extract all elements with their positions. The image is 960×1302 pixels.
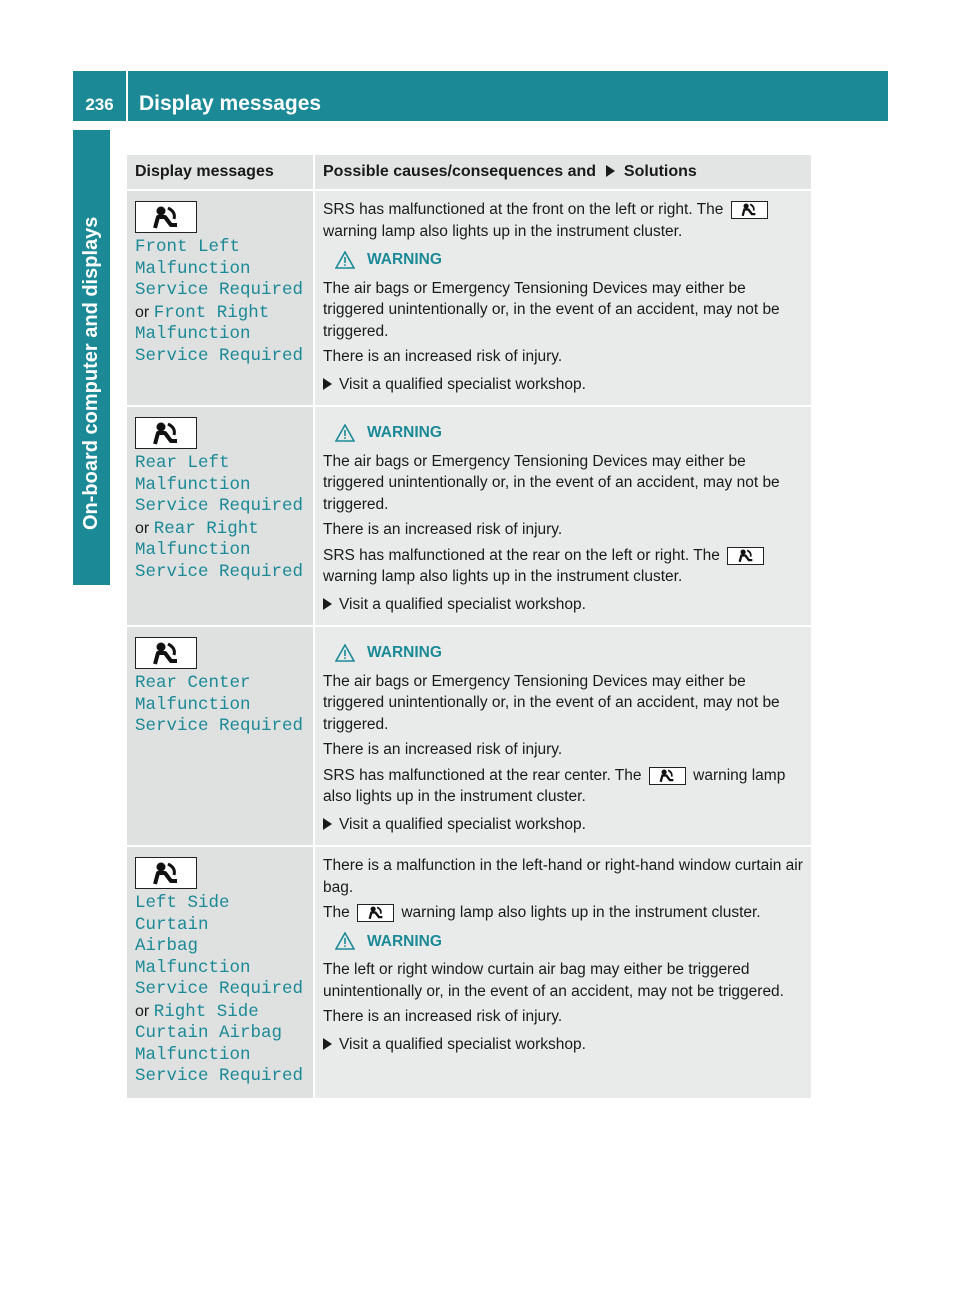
message-line: Malfunction [135, 324, 251, 344]
message-text [135, 237, 305, 302]
warning-triangle-icon [335, 932, 355, 950]
message-text [135, 893, 305, 1001]
srs-text [323, 545, 803, 588]
message-line: Service Required [135, 1066, 304, 1086]
lamp-text-post: warning lamp also lights up in the instrument cluster. [401, 904, 761, 921]
airbag-warning-icon [135, 857, 197, 889]
column-header-causes-text: Possible causes/consequences and [323, 163, 597, 180]
warning-heading [335, 422, 803, 444]
srs-text-pre: SRS has malfunctioned at the rear center. The [323, 766, 642, 784]
risk-text: There is an increased risk of injury. [323, 521, 563, 538]
table-row [127, 626, 811, 846]
warning-text: The left or right window curtain air bag may either be triggered unintentionally or, in the event of an accident, may not be triggered. [323, 961, 784, 1000]
srs-text-post: warning lamp also lights up in the instrument cluster. [323, 222, 683, 240]
airbag-warning-icon [135, 417, 197, 449]
message-line: Service Required [135, 496, 304, 516]
airbag-lamp-icon [727, 547, 764, 565]
intro-text: There is a malfunction in the left-hand or right-hand window curtain air bag. [323, 857, 803, 896]
srs-text-pre: SRS has malfunctioned at the front on the left or right. The [323, 201, 724, 218]
message-line: Service Required [135, 345, 304, 366]
risk-text: There is an increased risk of injury. [323, 348, 563, 365]
action-text: Visit a qualified specialist workshop. [339, 595, 586, 613]
lamp-text-pre: The [323, 904, 350, 921]
warning-triangle-icon [335, 644, 355, 662]
message-line: Right Side [153, 1001, 259, 1022]
causes-solutions-cell [314, 190, 811, 406]
srs-text [323, 199, 803, 242]
display-message-cell [127, 406, 314, 626]
table-row [127, 406, 811, 626]
action-item [323, 594, 803, 616]
message-line: Rear Center [135, 673, 251, 693]
action-item [323, 814, 803, 836]
warning-triangle-icon [335, 424, 355, 442]
message-line: Left Side Curtain [135, 893, 230, 935]
airbag-lamp-icon [357, 904, 394, 922]
airbag-warning-icon [135, 637, 197, 669]
table-row [127, 190, 811, 406]
warning-label: WARNING [367, 251, 442, 268]
warning-triangle-icon [335, 251, 355, 269]
warning-text: The air bags or Emergency Tensioning Devices may either be triggered unintentionally or, in the event of an accident, may not be triggered. [323, 452, 780, 513]
page-header [73, 71, 888, 121]
message-line: Airbag Malfunction [135, 936, 251, 978]
column-header-solutions-text: Solutions [623, 163, 697, 180]
action-arrow-icon [323, 818, 332, 830]
message-line: Malfunction [135, 258, 251, 279]
display-message-cell [127, 846, 314, 1099]
message-line: Curtain Airbag [135, 1023, 283, 1043]
message-alt-first-line [135, 1001, 305, 1024]
table-header-row [127, 155, 811, 190]
warning-label: WARNING [367, 932, 442, 950]
display-messages-table [127, 155, 811, 1100]
message-line: Front Left [135, 237, 241, 257]
risk-text: There is an increased risk of injury. [323, 741, 563, 758]
message-line: Service Required [135, 979, 304, 999]
message-line: Rear Left [135, 453, 230, 473]
warning-heading [335, 642, 803, 664]
srs-text [323, 765, 803, 808]
causes-solutions-cell [314, 846, 811, 1099]
warning-heading [335, 249, 803, 271]
airbag-lamp-icon [649, 767, 686, 785]
action-text: Visit a qualified specialist workshop. [339, 1035, 586, 1053]
column-header-causes [314, 155, 811, 190]
action-text: Visit a qualified specialist workshop. [339, 375, 586, 393]
action-item [323, 1034, 803, 1056]
warning-text: The air bags or Emergency Tensioning Devices may either be triggered unintentionally or, in the event of an accident, may not be triggered. [323, 279, 780, 340]
message-alt-first-line [135, 302, 305, 325]
lamp-text [323, 902, 803, 924]
or-label: or [135, 519, 150, 537]
action-arrow-icon [323, 1038, 332, 1050]
warning-text: The air bags or Emergency Tensioning Devices may either be triggered unintentionally or, in the event of an accident, may not be triggered. [323, 672, 780, 733]
message-text [135, 324, 305, 367]
action-arrow-icon [323, 598, 332, 610]
message-line: Rear Right [153, 518, 259, 539]
srs-text-post: warning lamp also lights up in the instrument cluster. [323, 568, 683, 585]
srs-text-pre: SRS has malfunctioned at the rear on the left or right. The [323, 546, 720, 564]
srs-text-post: warning lamp also lights up in the instrument cluster. [323, 766, 786, 805]
action-arrow-icon [323, 378, 332, 390]
display-message-cell [127, 190, 314, 406]
message-line: Malfunction [135, 540, 251, 560]
airbag-warning-icon [135, 201, 197, 233]
or-label: or [135, 303, 150, 321]
message-line: Service Required [135, 280, 304, 300]
message-line: Malfunction [135, 694, 251, 715]
warning-label: WARNING [367, 424, 442, 441]
or-label: or [135, 1002, 150, 1020]
causes-solutions-cell [314, 406, 811, 626]
header-divider [126, 71, 128, 121]
solution-arrow-icon [606, 165, 615, 177]
table-row [127, 846, 811, 1099]
risk-text: There is an increased risk of injury. [323, 1008, 563, 1025]
column-header-messages: Display messages [127, 155, 314, 190]
page-number: 236 [85, 95, 114, 114]
page-title: Display messages [139, 92, 322, 115]
message-alt-first-line [135, 518, 305, 541]
message-line: Service Required [135, 716, 304, 736]
message-text [135, 453, 305, 518]
message-line: Malfunction [135, 474, 251, 495]
action-text: Visit a qualified specialist workshop. [339, 815, 586, 833]
causes-solutions-cell [314, 626, 811, 846]
message-line: Malfunction [135, 1044, 251, 1065]
display-message-cell [127, 626, 314, 846]
action-item [323, 374, 803, 396]
airbag-lamp-icon [731, 201, 768, 219]
message-line: Service Required [135, 561, 304, 582]
message-text [135, 1023, 305, 1088]
side-tab-label: On-board computer and displays [80, 216, 102, 530]
message-text [135, 540, 305, 583]
message-line: Front Right [153, 302, 270, 323]
message-text [135, 673, 305, 738]
warning-label: WARNING [367, 644, 442, 661]
warning-heading [335, 931, 803, 953]
